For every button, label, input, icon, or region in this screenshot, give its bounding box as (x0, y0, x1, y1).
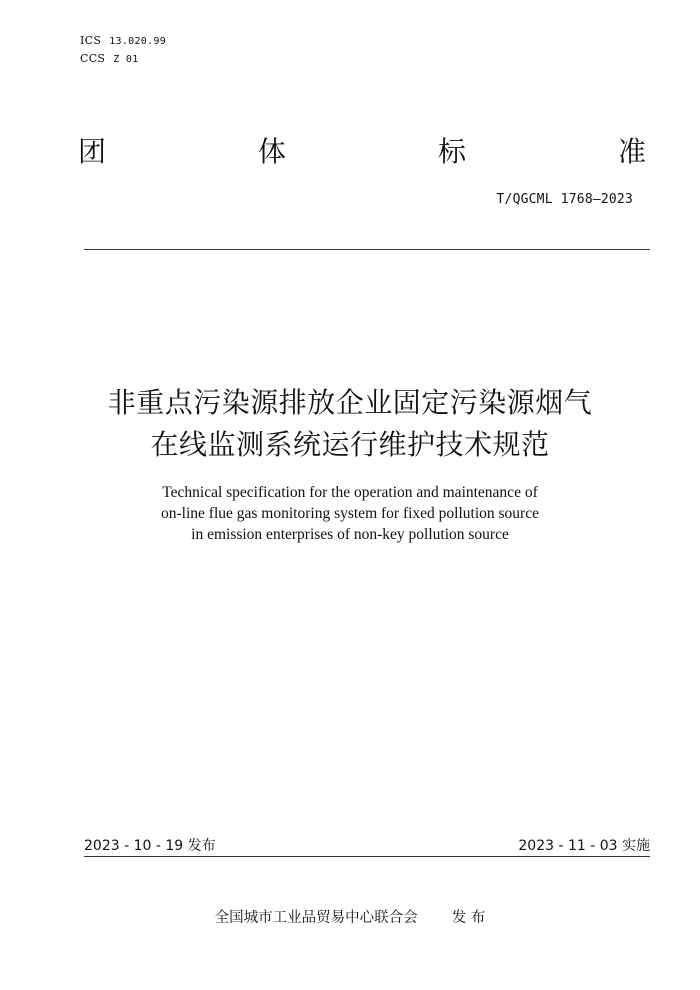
header-divider (84, 249, 650, 250)
english-title-line-2: on-line flue gas monitoring system for fixed pollution source (161, 505, 539, 522)
issue-action: 发 布 (451, 910, 486, 926)
english-title-line-3: in emission enterprises of non-key pollution source (191, 526, 509, 543)
standard-type-char: 标 (437, 135, 466, 168)
english-title-line-1: Technical specification for the operation and maintenance of (162, 484, 538, 501)
ics-label: ICS (80, 34, 102, 47)
implementation-date: 2023 - 11 - 03 实施 (518, 838, 650, 854)
english-title (0, 482, 700, 545)
footer-divider (84, 856, 650, 857)
ccs-label: CCS (80, 52, 106, 65)
ics-value: 13.020.99 (109, 36, 167, 47)
standard-type-char: 体 (257, 135, 286, 168)
ccs-classification (80, 52, 139, 65)
standard-type-char: 团 (78, 135, 107, 168)
chinese-title-line-2: 在线监测系统运行维护技术规范 (150, 428, 550, 461)
release-date: 2023 - 10 - 19 发布 (84, 838, 216, 854)
issuing-organization: 全国城市工业品贸易中心联合会 (214, 910, 418, 926)
standard-type-heading (78, 134, 646, 170)
ccs-value: Z 01 (113, 54, 139, 65)
chinese-title (0, 382, 700, 466)
standard-type-char: 准 (617, 135, 646, 168)
chinese-title-line-1: 非重点污染源排放企业固定污染源烟气 (107, 386, 593, 419)
standard-number: T/QGCML 1768—2023 (496, 192, 633, 207)
ics-classification (80, 34, 166, 47)
issuer-line (0, 906, 700, 927)
